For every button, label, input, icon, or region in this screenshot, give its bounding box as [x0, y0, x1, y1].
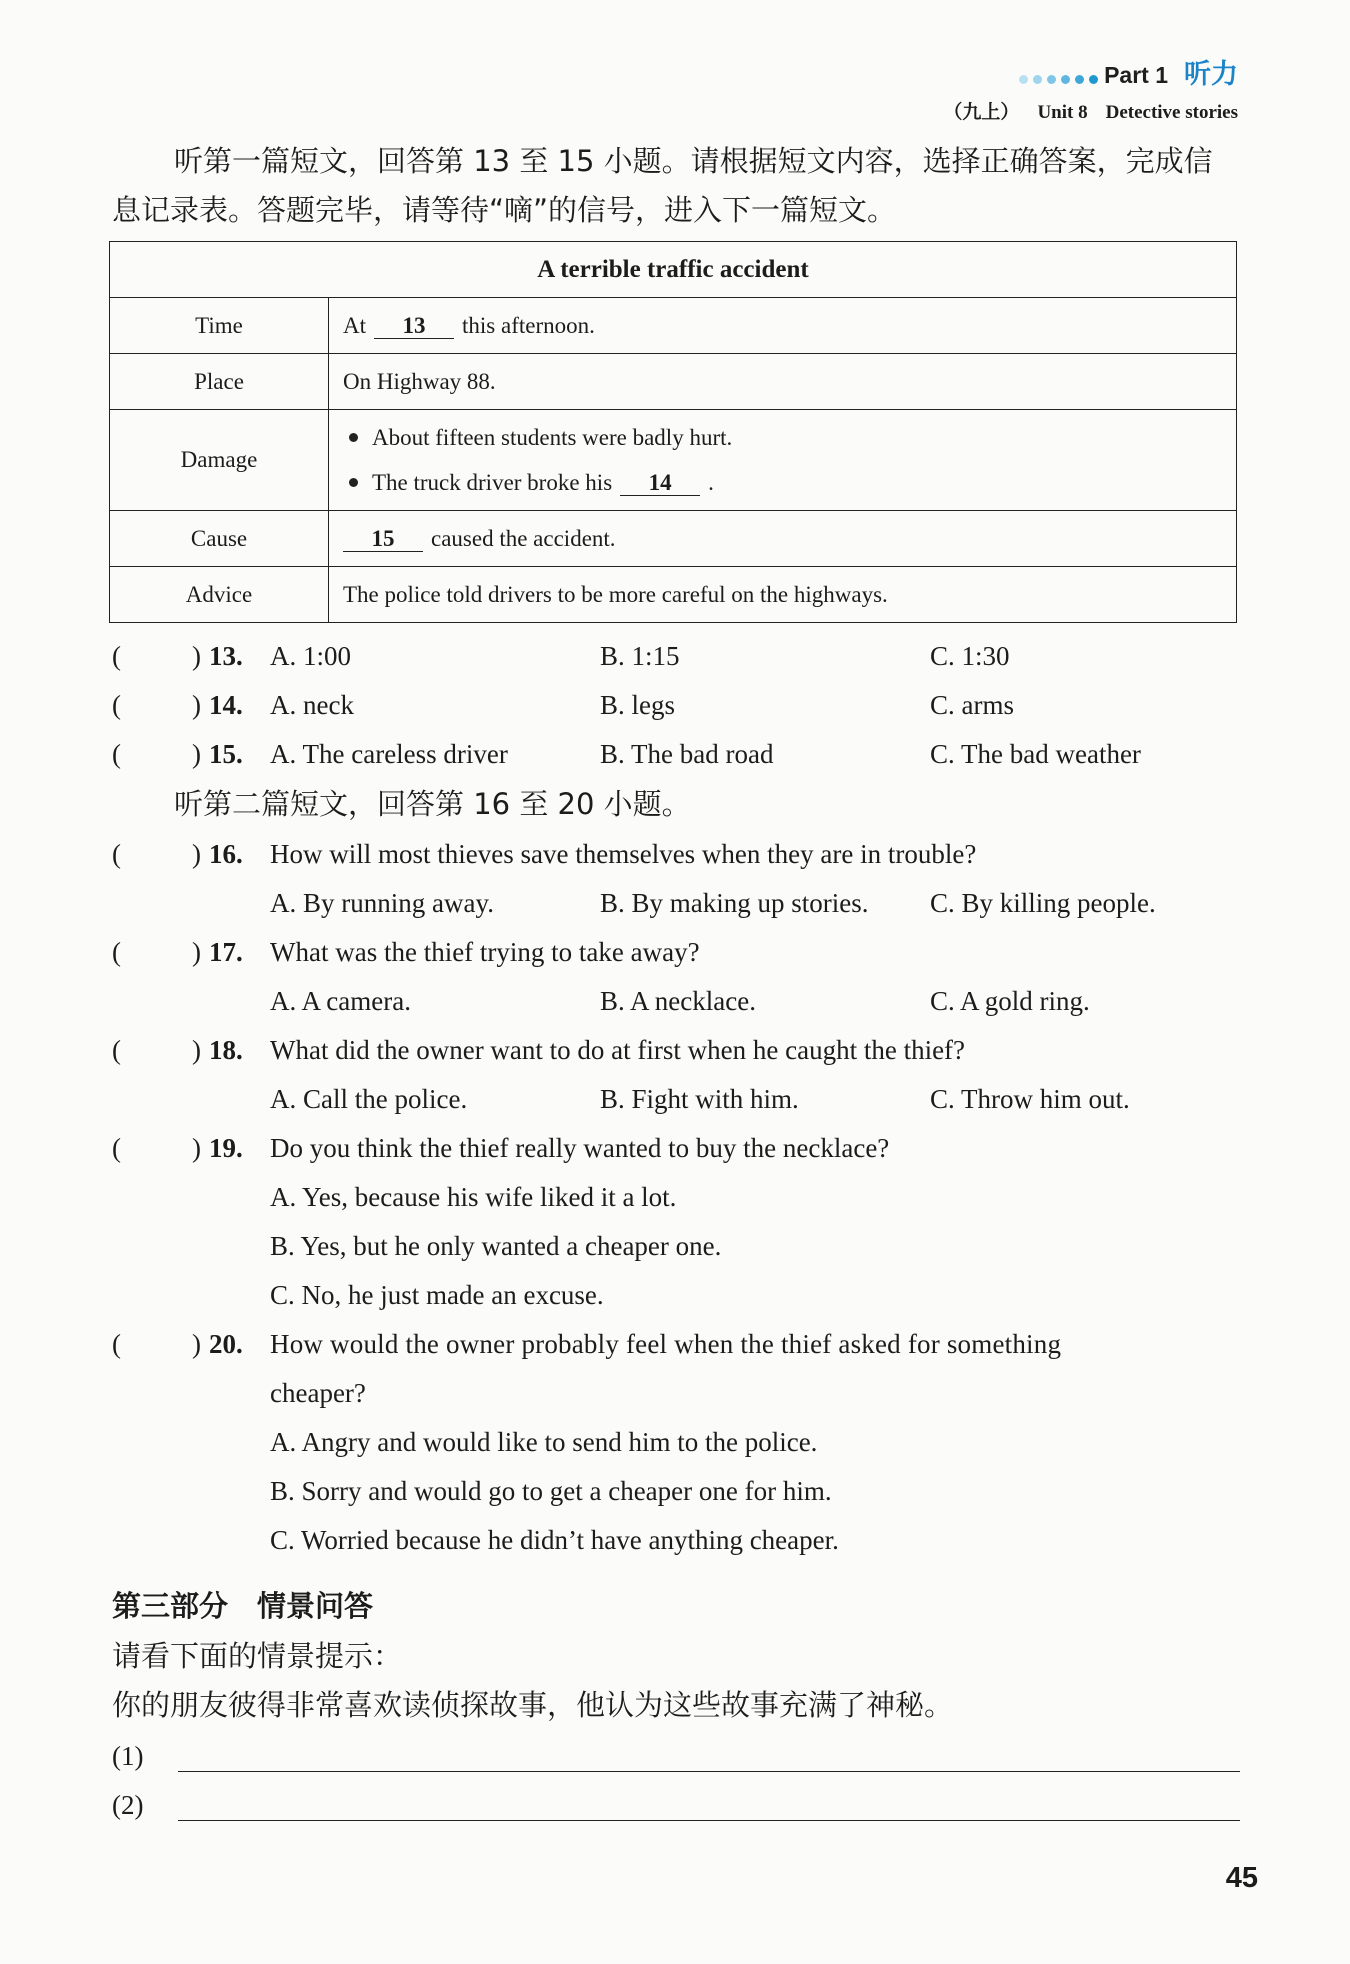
passage1-instructions: 听第一篇短文，回答第 13 至 15 小题。请根据短文内容，选择正确答案，完成信息记录表。答题完毕，请等待“嘀”的信号，进入下一篇短文。: [112, 144, 1213, 227]
question-text: What was the thief trying to take away?: [270, 937, 700, 967]
question-number: 16.: [209, 839, 243, 869]
option-a[interactable]: A. 1:00: [270, 641, 351, 671]
damage-line2-suffix: .: [708, 470, 714, 495]
answer-paren-close: ): [192, 1035, 201, 1065]
question-14: [112, 681, 1242, 730]
question-number: 15.: [209, 739, 243, 769]
question-20: [112, 1320, 1242, 1369]
question-text: How will most thieves save themselves when they are in trouble?: [270, 839, 977, 869]
blank-13[interactable]: 13: [374, 314, 454, 339]
option-c[interactable]: C. Throw him out.: [930, 1084, 1130, 1114]
row-label-advice: Advice: [110, 567, 329, 623]
option-c[interactable]: C. Worried because he didn’t have anything cheaper.: [270, 1525, 839, 1555]
question-number: 18.: [209, 1035, 243, 1065]
answer-paren-open[interactable]: (: [112, 839, 121, 869]
question-text: How would the owner probably feel when the thief asked for something: [270, 1329, 1062, 1359]
answer-paren-close: ): [192, 839, 201, 869]
answer-paren-close: ): [192, 641, 201, 671]
question-15: [112, 730, 1242, 779]
time-prefix: At: [343, 312, 366, 338]
header-dot: [1033, 75, 1042, 84]
answer-line-label: (1): [112, 1741, 144, 1771]
question-13: [112, 632, 1242, 681]
option-c[interactable]: C. The bad weather: [930, 739, 1141, 769]
row-label-place: Place: [110, 354, 329, 410]
answer-line-2[interactable]: [112, 1784, 1240, 1833]
header-unit-title: Detective stories: [1105, 102, 1238, 123]
header-part-cn: 听力: [1184, 59, 1238, 90]
option-c[interactable]: C. By killing people.: [930, 888, 1156, 918]
answer-paren-open[interactable]: (: [112, 1133, 121, 1163]
option-c[interactable]: C. No, he just made an excuse.: [270, 1280, 604, 1310]
answer-paren-close: ): [192, 739, 201, 769]
info-record-table: [109, 241, 1237, 623]
question-text-continued: cheaper?: [270, 1378, 366, 1408]
option-b[interactable]: B. 1:15: [600, 641, 680, 671]
passage2-instructions: 听第二篇短文，回答第 16 至 20 小题。: [174, 787, 691, 821]
table-caption: A terrible traffic accident: [110, 242, 1237, 298]
page-header: [943, 52, 1238, 124]
header-dot: [1047, 75, 1056, 84]
question-number: 13.: [209, 641, 243, 671]
time-suffix: this afternoon.: [462, 312, 595, 338]
damage-line2-prefix: The truck driver broke his: [372, 470, 613, 495]
blank-14[interactable]: 14: [620, 471, 700, 496]
answer-paren-open[interactable]: (: [112, 1329, 121, 1359]
option-a[interactable]: A. A camera.: [270, 986, 411, 1016]
answer-paren-open[interactable]: (: [112, 641, 121, 671]
question-18: [112, 1026, 1242, 1075]
question-text: Do you think the thief really wanted to buy the necklace?: [270, 1133, 890, 1163]
answer-rule: [178, 1820, 1240, 1821]
question-17-options: [112, 977, 1242, 1026]
option-a[interactable]: A. Call the police.: [270, 1084, 468, 1114]
part3-title: 第三部分 情景问答: [112, 1589, 374, 1623]
question-16-options: [112, 879, 1242, 928]
question-number: 20.: [209, 1329, 243, 1359]
option-b[interactable]: B. The bad road: [600, 739, 774, 769]
question-text: What did the owner want to do at first when he caught the thief?: [270, 1035, 966, 1065]
row-value-time: [329, 298, 1237, 354]
question-17: [112, 928, 1242, 977]
answer-paren-close: ): [192, 937, 201, 967]
option-b[interactable]: B. By making up stories.: [600, 888, 869, 918]
option-c[interactable]: C. 1:30: [930, 641, 1010, 671]
cause-text: caused the accident.: [431, 525, 616, 551]
option-a[interactable]: A. Yes, because his wife liked it a lot.: [270, 1182, 677, 1212]
bullet-icon: [349, 478, 358, 487]
answer-paren-close: ): [192, 690, 201, 720]
part3-scenario: 你的朋友彼得非常喜欢读侦探故事，他认为这些故事充满了神秘。: [112, 1688, 954, 1722]
option-b[interactable]: B. A necklace.: [600, 986, 756, 1016]
option-a[interactable]: A. The careless driver: [270, 739, 508, 769]
header-dot: [1075, 75, 1084, 84]
row-value-damage: [329, 410, 1237, 511]
answer-paren-close: ): [192, 1133, 201, 1163]
bullet-icon: [349, 433, 358, 442]
question-18-options: [112, 1075, 1242, 1124]
answer-paren-open[interactable]: (: [112, 690, 121, 720]
answer-paren-open[interactable]: (: [112, 1035, 121, 1065]
header-dot: [1061, 75, 1070, 84]
option-a[interactable]: A. Angry and would like to send him to the police.: [270, 1427, 818, 1457]
header-unit: Unit 8: [1037, 102, 1088, 123]
row-value-cause: [329, 511, 1237, 567]
option-b[interactable]: B. Yes, but he only wanted a cheaper one.: [270, 1231, 722, 1261]
option-a[interactable]: A. By running away.: [270, 888, 494, 918]
option-b[interactable]: B. legs: [600, 690, 676, 720]
answer-rule: [178, 1771, 1240, 1772]
answer-paren-open[interactable]: (: [112, 937, 121, 967]
damage-line1: About fifteen students were badly hurt.: [372, 425, 733, 450]
header-dots: [1014, 63, 1098, 90]
question-16: [112, 830, 1242, 879]
header-dot: [1089, 75, 1098, 84]
question-number: 14.: [209, 690, 243, 720]
option-b[interactable]: B. Fight with him.: [600, 1084, 799, 1114]
question-19: [112, 1124, 1242, 1173]
row-value-place: On Highway 88.: [329, 354, 1237, 410]
row-label-damage: Damage: [110, 410, 329, 511]
header-dot: [1019, 75, 1028, 84]
part3-prompt: 请看下面的情景提示：: [112, 1639, 403, 1673]
answer-paren-close: ): [192, 1329, 201, 1359]
answer-line-label: (2): [112, 1790, 144, 1820]
question-number: 17.: [209, 937, 243, 967]
header-grade: （九上）: [943, 102, 1020, 123]
option-c[interactable]: C. arms: [930, 690, 1014, 720]
row-value-advice: The police told drivers to be more careful on the highways.: [329, 567, 1237, 623]
blank-15[interactable]: 15: [343, 527, 423, 552]
answer-paren-open[interactable]: (: [112, 739, 121, 769]
row-label-time: Time: [110, 298, 329, 354]
answer-line-1[interactable]: [112, 1735, 1240, 1784]
page-number: 45: [1225, 1862, 1258, 1894]
option-a[interactable]: A. neck: [270, 690, 354, 720]
header-part: Part 1: [1104, 62, 1168, 88]
option-b[interactable]: B. Sorry and would go to get a cheaper one for him.: [270, 1476, 832, 1506]
row-label-cause: Cause: [110, 511, 329, 567]
question-number: 19.: [209, 1133, 243, 1163]
option-c[interactable]: C. A gold ring.: [930, 986, 1090, 1016]
